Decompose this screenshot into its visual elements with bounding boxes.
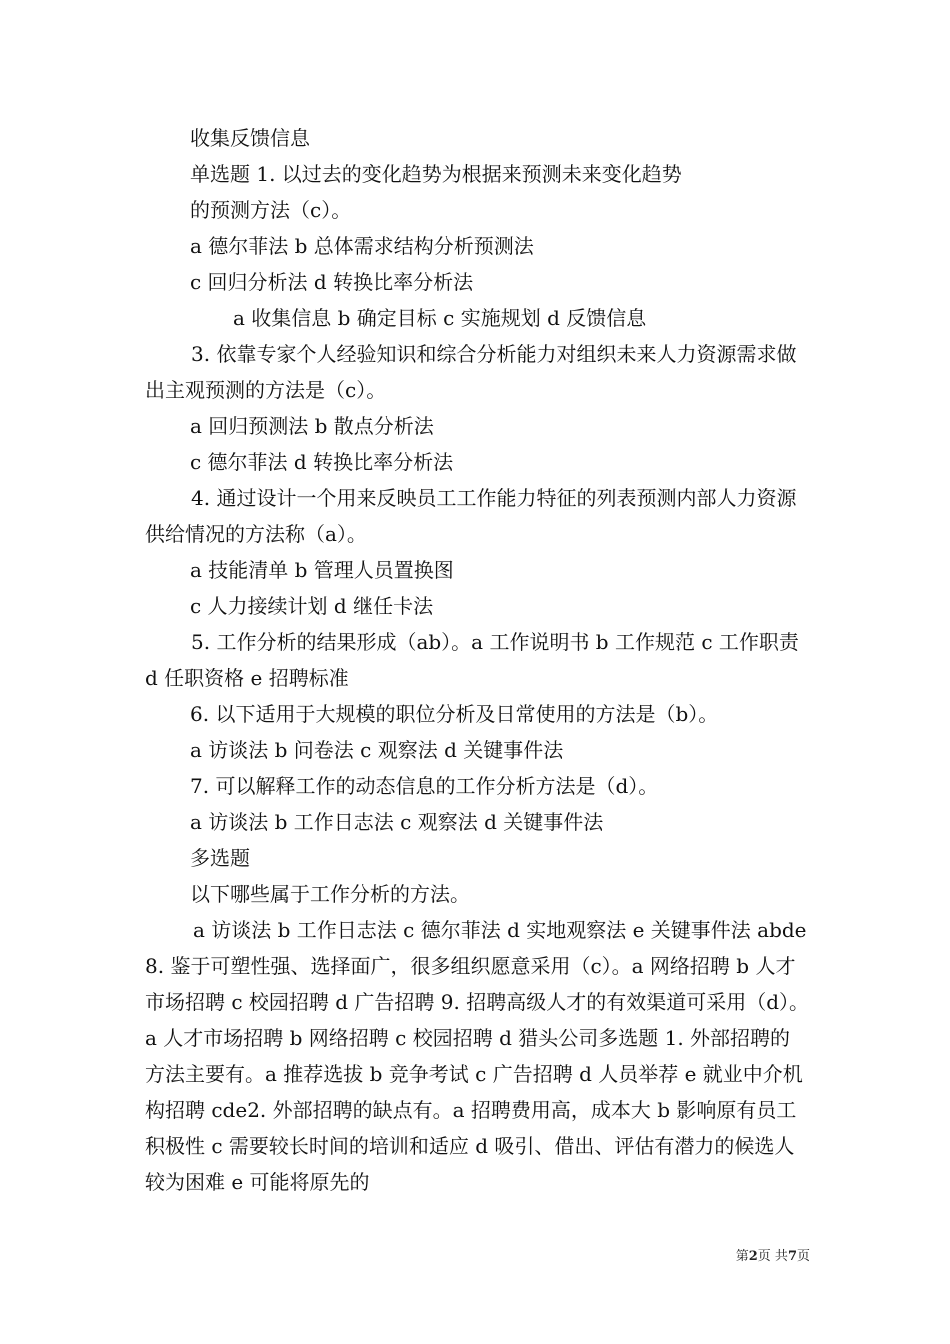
paragraph: a 访谈法 b 问卷法 c 观察法 d 关键事件法 (190, 738, 564, 762)
footer-total-pages: 7 (787, 1249, 797, 1264)
footer-suffix: 页 (796, 1249, 810, 1264)
paragraph: 6. 以下适用于大规模的职位分析及日常使用的方法是（b）。 (190, 702, 719, 726)
paragraph: 7. 可以解释工作的动态信息的工作分析方法是（d）。 (190, 774, 659, 798)
paragraph: 5. 工作分析的结果形成（ab）。a 工作说明书 b 工作规范 c 工作职责 d 任职资格 e 招聘标准 (145, 630, 799, 690)
paragraph: 的预测方法（c）。 (190, 198, 352, 222)
section-heading: 多选题 (190, 846, 250, 870)
paragraph: c 人力接续计划 d 继任卡法 (190, 594, 434, 618)
paragraph: a 访谈法 b 工作日志法 c 德尔菲法 d 实地观察法 e 关键事件法 abde8. 鉴于可塑性强、选择面广，很多组织愿意采用（c）。a 网络招聘 b 人才市场招聘 c 校园招聘 d 广告招聘 9. 招聘高级人才的有效渠道可采用（d）。a 人才市场招聘 b 网络招聘 c 校园招聘 d 猎头公司多选题 1. 外部招聘的方法主要有。a 推荐选拔 b 竞争考试 c 广告招聘 d 人员举荐 e 就业中介机构招聘 cde2. 外部招聘的缺点有。a 招聘费用高，成本大 b 影响原有员工积极性 c 需要较长时间的培训和适应 d 吸引、借出、评估有潜力的候选人较为困难 e 可能将原先的 (145, 918, 810, 1194)
paragraph: 收集反馈信息 (190, 126, 310, 150)
paragraph: 单选题 1. 以过去的变化趋势为根据来预测未来变化趋势 (190, 162, 682, 186)
paragraph: a 收集信息 b 确定目标 c 实施规划 d 反馈信息 (233, 306, 647, 330)
paragraph: a 德尔菲法 b 总体需求结构分析预测法 (190, 234, 534, 258)
footer-prefix: 第 (735, 1249, 749, 1264)
paragraph: 3. 依靠专家个人经验知识和综合分析能力对组织未来人力资源需求做出主观预测的方法是（c）。 (145, 342, 797, 402)
paragraph: a 访谈法 b 工作日志法 c 观察法 d 关键事件法 (190, 810, 604, 834)
paragraph: 4. 通过设计一个用来反映员工工作能力特征的列表预测内部人力资源供给情况的方法称（a）。 (145, 486, 797, 546)
paragraph: c 回归分析法 d 转换比率分析法 (190, 270, 474, 294)
paragraph: a 回归预测法 b 散点分析法 (190, 414, 434, 438)
page-footer (700, 1248, 810, 1266)
document-body (145, 120, 810, 1200)
footer-current-page: 2 (748, 1249, 758, 1264)
paragraph: 以下哪些属于工作分析的方法。 (190, 882, 470, 906)
paragraph: a 技能清单 b 管理人员置换图 (190, 558, 454, 582)
paragraph: c 德尔菲法 d 转换比率分析法 (190, 450, 454, 474)
footer-middle: 页 共 (757, 1249, 788, 1264)
